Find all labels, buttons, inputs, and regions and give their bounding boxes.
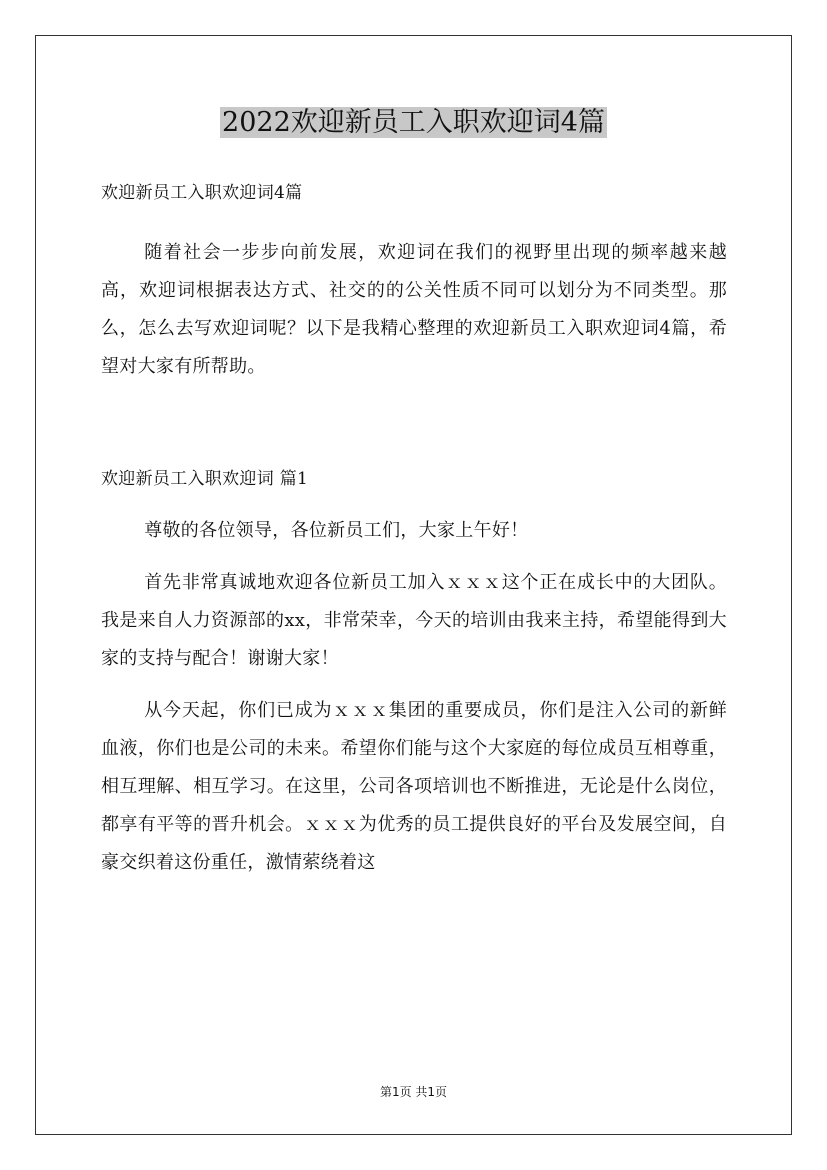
- body-paragraph-2: 从今天起，你们已成为ｘｘｘ集团的重要成员，你们是注入公司的新鲜血液，你们也是公司的未来。希望你们能与这个大家庭的每位成员互相尊重，相互理解、相互学习。在这里，公司各项培训也不断推进，无论是什么岗位，都享有平等的晋升机会。ｘｘｘ为优秀的员工提供良好的平台及发展空间，自豪交织着这份重任，激情萦绕着这: [101, 700, 727, 873]
- body-paragraph-1: 首先非常真诚地欢迎各位新员工加入ｘｘｘ这个正在成长中的大团队。我是来自人力资源部的xx，非常荣幸，今天的培训由我来主持，希望能得到大家的支持与配合！谢谢大家！: [101, 572, 727, 669]
- greeting-paragraph: 尊敬的各位领导，各位新员工们，大家上午好！: [144, 520, 529, 541]
- intro-heading: 欢迎新员工入职欢迎词4篇: [101, 183, 303, 203]
- page-footer: 第1页 共1页: [379, 1085, 448, 1099]
- document-body: [101, 174, 727, 896]
- document-title: [0, 103, 827, 143]
- section-gap: [101, 400, 727, 460]
- section-heading: 欢迎新员工入职欢迎词 篇1: [101, 469, 309, 489]
- intro-paragraph: 随着社会一步步向前发展，欢迎词在我们的视野里出现的频率越来越高，欢迎词根据表达方式、社交的的公关性质不同可以划分为不同类型。那么，怎么去写欢迎词呢？以下是我精心整理的欢迎新员工入职欢迎词4篇，希望对大家有所帮助。: [101, 242, 727, 377]
- document-title-text: 2022欢迎新员工入职欢迎词4篇: [222, 107, 605, 138]
